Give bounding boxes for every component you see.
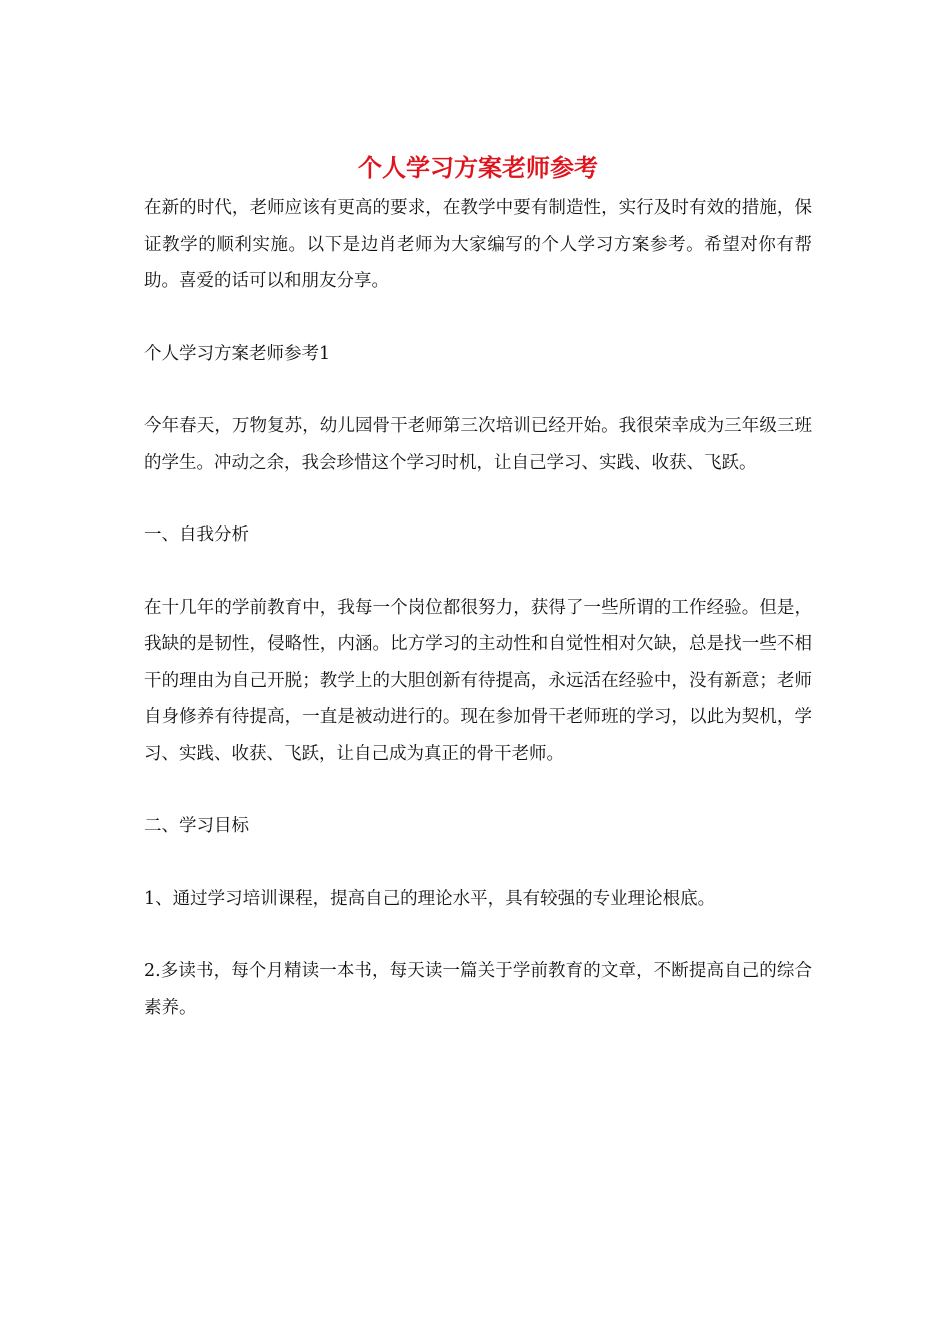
heading-self-analysis: 一、自我分析 <box>144 525 249 545</box>
heading-learning-goals: 二、学习目标 <box>144 816 249 836</box>
paragraph-1: 今年春天，万物复苏，幼儿园骨干老师第三次培训已经开始。我很荣幸成为三年级三班的学生。冲动之余，我会珍惜这个学习时机，让自己学习、实践、收获、飞跃。 <box>144 416 812 473</box>
intro-paragraph: 在新的时代，老师应该有更高的要求，在教学中要有制造性，实行及时有效的措施，保证教学的顺利实施。以下是边肖老师为大家编写的个人学习方案参考。希望对你有帮助。喜爱的话可以和朋友分享。 <box>144 198 812 291</box>
document-body <box>144 150 812 1062</box>
paragraph-2: 在十几年的学前教育中，我每一个岗位都很努力，获得了一些所谓的工作经验。但是，我缺的是韧性，侵略性，内涵。比方学习的主动性和自觉性相对欠缺，总是找一些不相干的理由为自己开脱；教学上的大胆创新有待提高，永远活在经验中，没有新意；老师自身修养有待提高，一直是被动进行的。现在参加骨干老师班的学习，以此为契机，学习、实践、收获、飞跃，让自己成为真正的骨干老师。 <box>144 597 812 764</box>
goal-item-2: 2.多读书，每个月精读一本书，每天读一篇关于学前教育的文章，不断提高自己的综合素养。 <box>144 961 812 1018</box>
section-title: 个人学习方案老师参考1 <box>144 343 331 364</box>
goal-item-1: 1、通过学习培训课程，提高自己的理论水平，具有较强的专业理论根底。 <box>144 888 716 909</box>
document-title: 个人学习方案老师参考 <box>358 153 598 182</box>
